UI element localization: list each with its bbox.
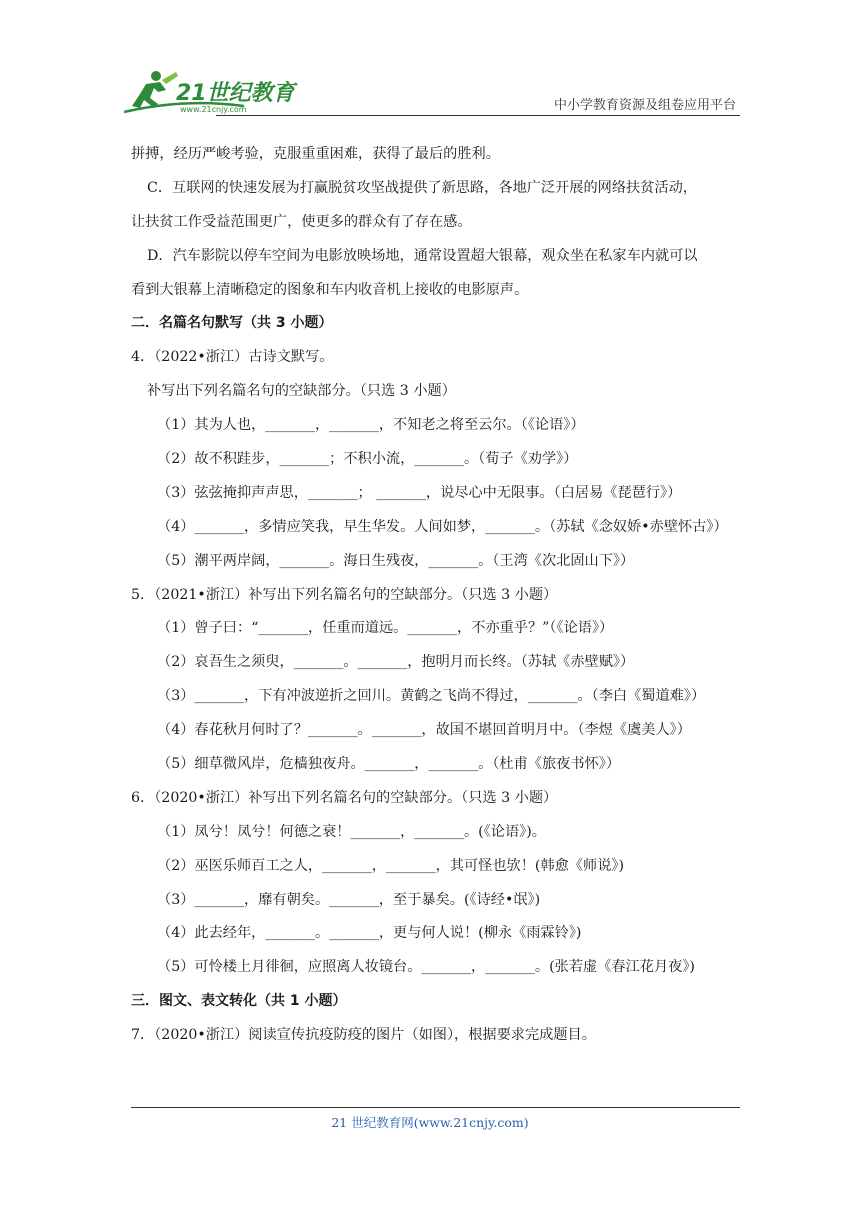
- text-line: 5．（2021•浙江）补写出下列名篇名句的空缺部分。（只选 3 小题）: [131, 586, 558, 603]
- logo-21cnjy: [124, 68, 344, 116]
- text-line: 7．（2020•浙江）阅读宣传抗疫防疫的图片（如图），根据要求完成题目。: [131, 1027, 596, 1044]
- text-line: 6．（2020•浙江）补写出下列名篇名句的空缺部分。（只选 3 小题）: [131, 789, 558, 806]
- footer-text[interactable]: 21 世纪教育网(www.21cnjy.com): [331, 1115, 529, 1130]
- logo-url: www.21cnjy.com: [180, 105, 247, 114]
- text-line: （4）_______，多情应笑我，早生华发。人间如梦，_______。（苏轼《念奴娇•赤壁怀古》）: [157, 518, 728, 535]
- text-line: （5）细草微风岸，危樯独夜舟。_______，_______。（杜甫《旅夜书怀》）: [157, 756, 621, 773]
- page-header: [120, 62, 740, 118]
- text-line: 补写出下列名篇名句的空缺部分。（只选 3 小题）: [147, 383, 456, 400]
- logo-text: 21世纪教育: [176, 81, 295, 106]
- text-line: C．互联网的快速发展为打赢脱贫攻坚战提供了新思路，各地广泛开展的网络扶贫活动，: [147, 179, 697, 196]
- text-line: （1）其为人也，_______，_______，不知老之将至云尔。（《论语》）: [157, 417, 585, 434]
- text-line: （4）春花秋月何时了？_______。_______，故国不堪回首明月中。（李煜《虞美人》）: [157, 722, 691, 739]
- text-line: （1）曾子曰：“_______，任重而道远。_______，不亦重乎？”（《论语》）: [157, 620, 614, 637]
- text-line: （5）可怜楼上月徘徊，应照离人妆镜台。_______，_______。(张若虚《春江花月夜》): [157, 959, 695, 976]
- text-line: 看到大银幕上清晰稳定的图象和车内收音机上接收的电影原声。: [131, 281, 529, 298]
- text-line: （3）_______，靡有朝矣。_______，至于暴矣。(《诗经•氓》): [157, 891, 541, 908]
- text-line: （2）故不积跬步，_______；不积小流，_______。（荀子《劝学》）: [157, 451, 578, 468]
- text-line: （2）巫医乐师百工之人，_______，_______，其可怪也欤！(韩愈《师说》): [157, 857, 624, 874]
- text-line: 拼搏，经历严峻考验，克服重重困难，获得了最后的胜利。: [131, 146, 500, 162]
- text-line: 让扶贫工作受益范围更广，使更多的群众有了存在感。: [131, 213, 472, 230]
- footer-divider: [131, 1107, 740, 1108]
- text-line: （3）弦弦掩抑声声思，_______； _______，说尽心中无限事。（白居易《琵琶行》）: [157, 484, 682, 501]
- text-line: （5）潮平两岸阔，_______。海日生残夜，_______。（王湾《次北固山下》）: [157, 552, 635, 569]
- header-divider: [216, 115, 740, 116]
- text-line: （4）此去经年，_______。_______，更与何人说！(柳永《雨霖铃》): [157, 925, 582, 942]
- section-heading: 三．图文、表文转化（共 1 小题）: [131, 993, 347, 1010]
- platform-name: 中小学教育资源及组卷应用平台: [553, 98, 736, 113]
- text-line: （1）凤兮！凤兮！何德之衰！_______，_______。(《论语》)。: [157, 823, 546, 840]
- document-body: [131, 138, 741, 1053]
- text-line: （2）哀吾生之须臾，_______。_______，抱明月而长终。（苏轼《赤壁赋》）: [157, 654, 635, 671]
- text-line: （3）_______，下有冲波逆折之回川。黄鹤之飞尚不得过，_______。（李白《蜀道难》）: [157, 688, 706, 705]
- text-line: 4．（2022•浙江）古诗文默写。: [131, 349, 334, 366]
- section-heading: 二．名篇名句默写（共 3 小题）: [131, 315, 333, 332]
- text-line: D．汽车影院以停车空间为电影放映场地，通常设置超大银幕，观众坐在私家车内就可以: [147, 247, 698, 264]
